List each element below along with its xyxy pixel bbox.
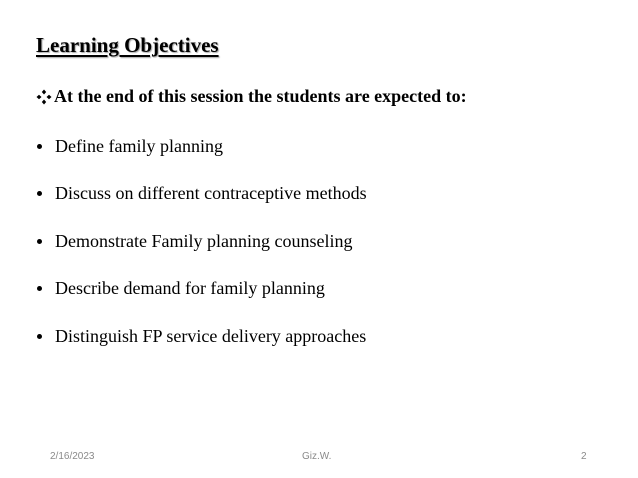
list-item-text: Discuss on different contraceptive methods	[55, 183, 367, 203]
page-number: 2	[581, 451, 587, 462]
intro-line	[36, 86, 467, 107]
bullet-dot-icon	[37, 334, 42, 339]
footer-date: 2/16/2023	[50, 451, 95, 462]
list-item-text: Define family planning	[55, 135, 223, 156]
list-item-text: Describe demand for family planning	[55, 278, 325, 298]
bullet-dot-icon	[37, 286, 42, 291]
list-item-text: Distinguish FP service delivery approaches	[55, 325, 367, 346]
bullet-dot-icon	[37, 239, 42, 244]
slide-title: Learning Objectives	[36, 33, 219, 57]
list-item	[36, 324, 367, 348]
bullet-dot-icon	[37, 144, 42, 149]
diamond-bullet-icon	[36, 89, 52, 105]
intro-text: At the end of this session the students are expected to:	[54, 86, 467, 106]
list-item	[36, 134, 367, 158]
bullet-dot-icon	[37, 191, 42, 196]
list-item	[36, 229, 367, 253]
list-item	[36, 277, 367, 301]
objectives-list	[36, 134, 367, 372]
list-item-text: Demonstrate Family planning counseling	[55, 230, 353, 251]
list-item	[36, 182, 367, 206]
footer-author: Giz.W.	[302, 451, 332, 462]
